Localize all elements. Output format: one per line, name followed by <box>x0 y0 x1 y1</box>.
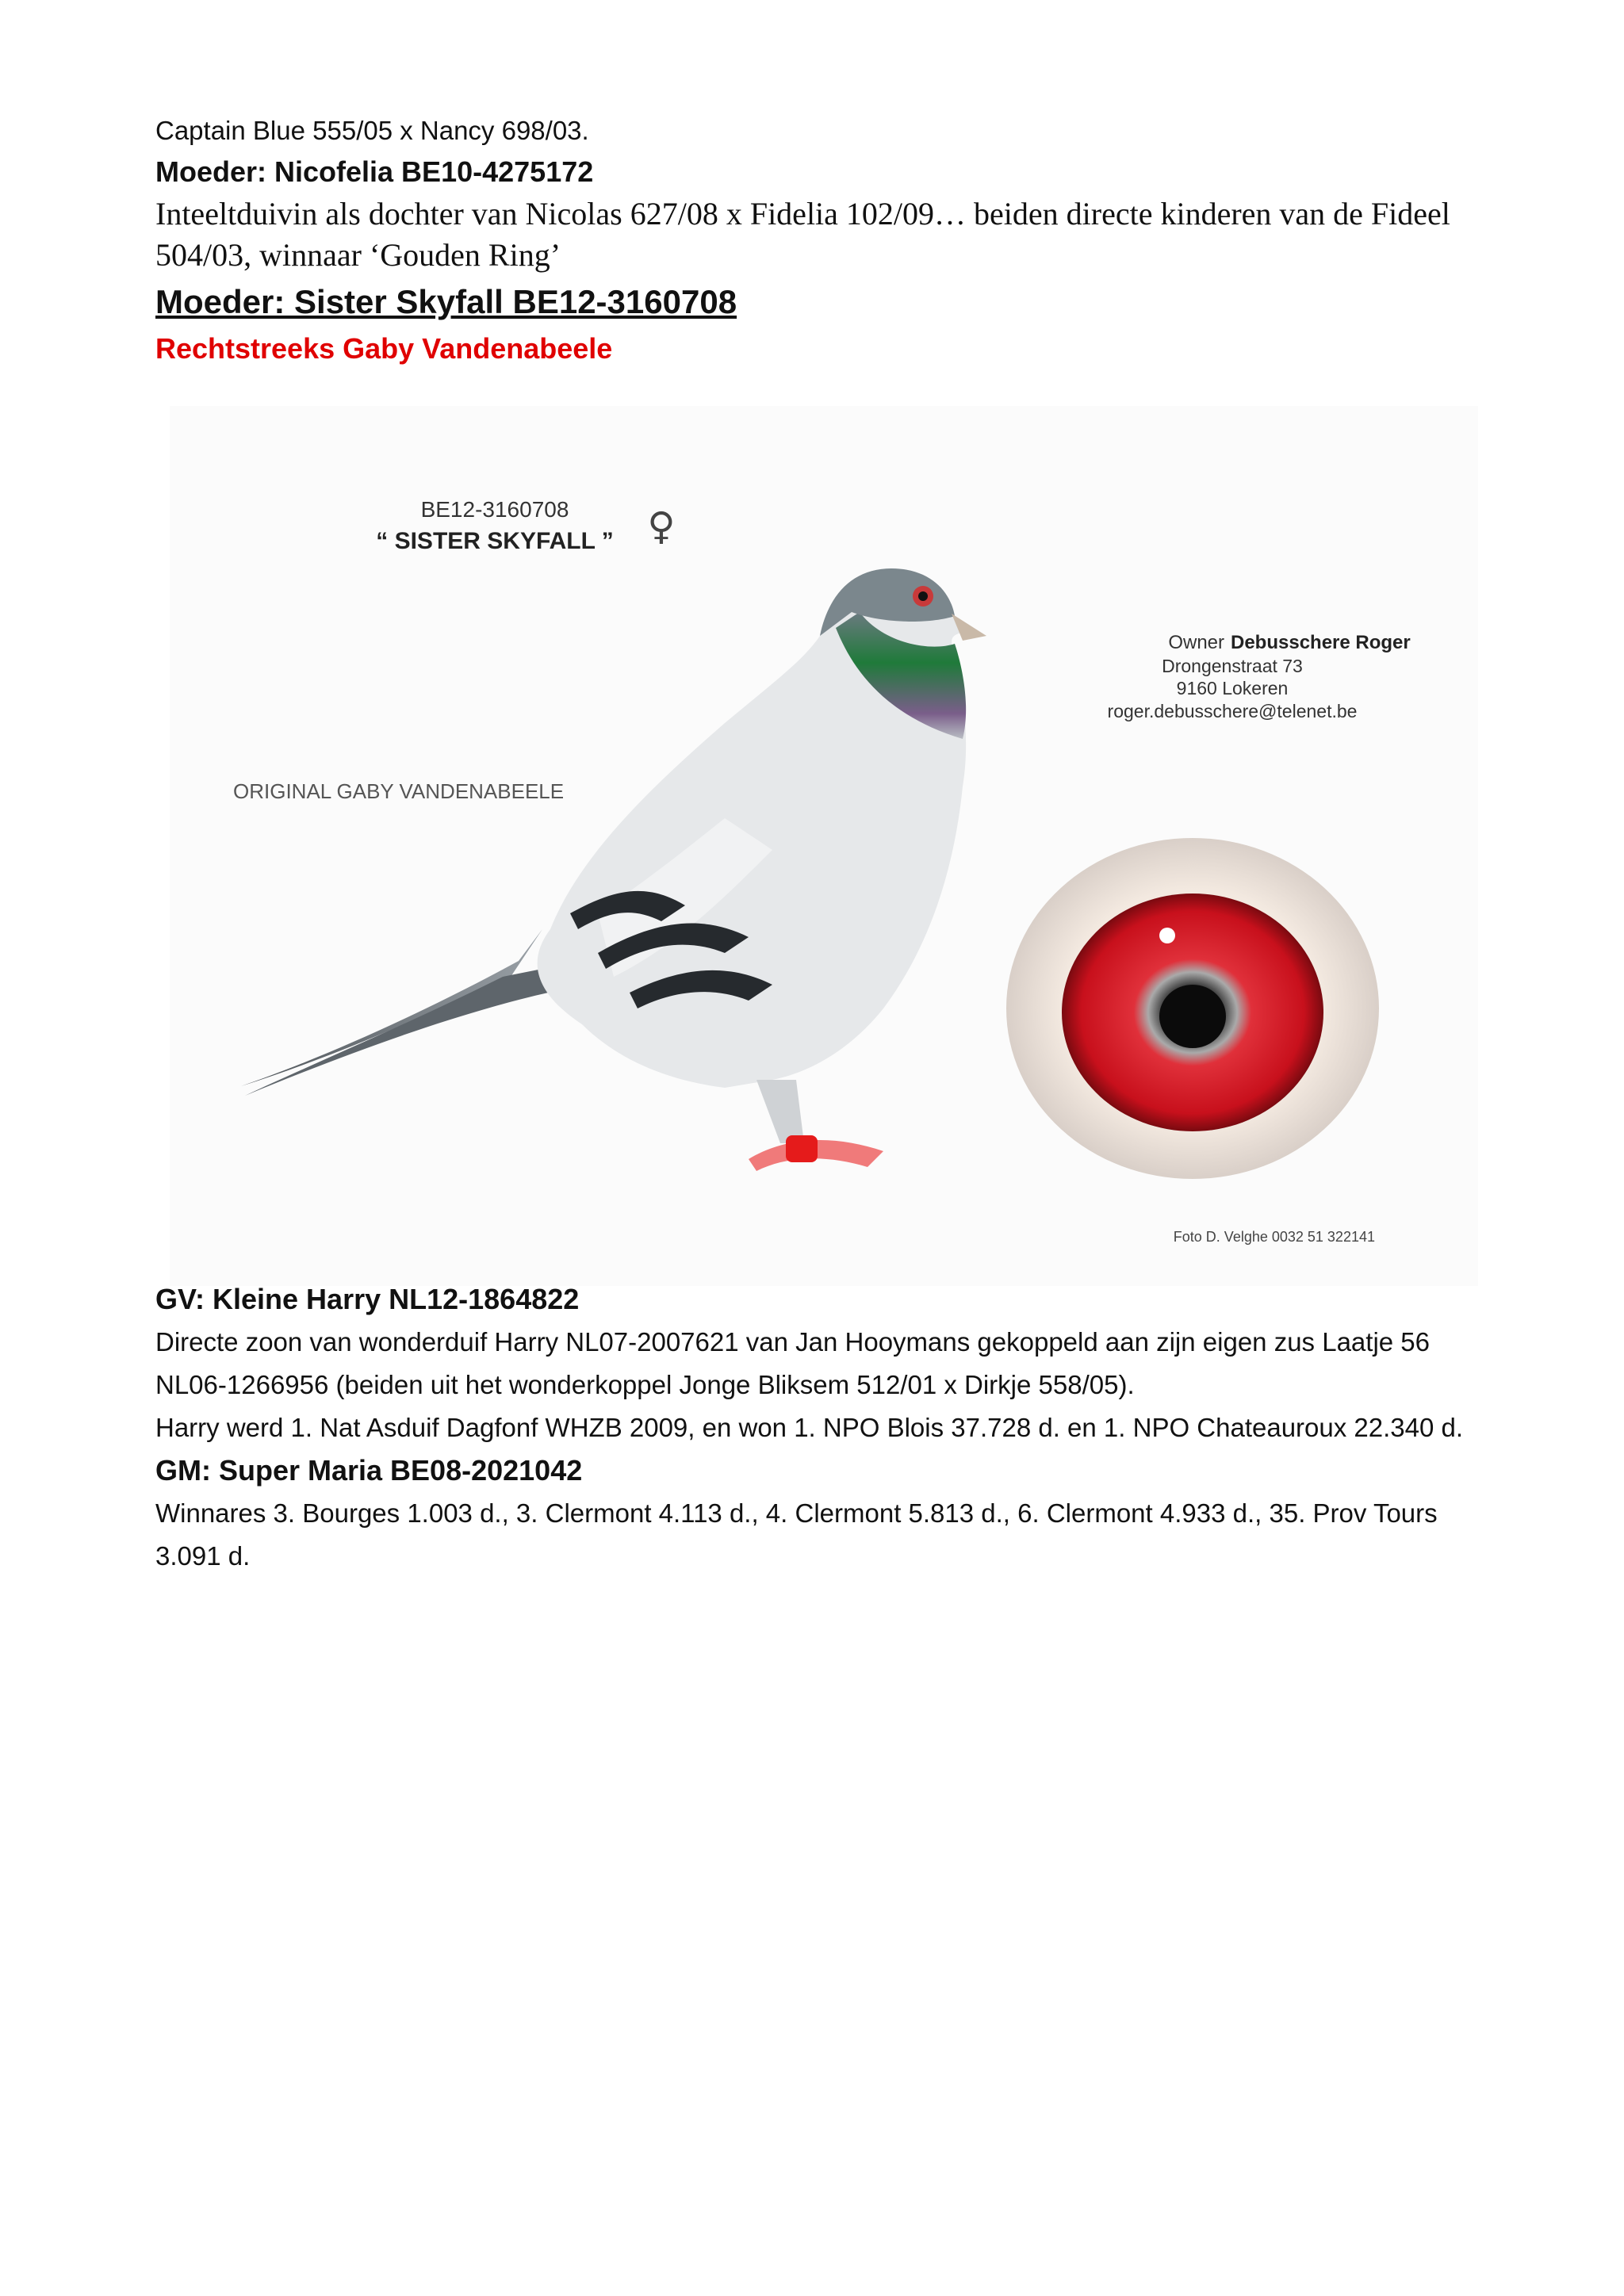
photo-email: roger.debusschere@telenet.be <box>1107 701 1358 721</box>
photo-ring: BE12-3160708 <box>420 497 569 522</box>
photo-name: “ SISTER SKYFALL ” <box>376 528 614 554</box>
moeder-skyfall-heading: Moeder: Sister Skyfall BE12-3160708 <box>155 283 737 320</box>
gv-heading: GV: Kleine Harry NL12-1864822 <box>155 1283 580 1315</box>
gm-heading: GM: Super Maria BE08-2021042 <box>155 1454 583 1487</box>
photo-credit: Foto D. Velghe 0032 51 322141 <box>1173 1229 1375 1245</box>
photo-owner-name: Debusschere Roger <box>1231 632 1411 653</box>
photo-street: Drongenstraat 73 <box>1162 656 1303 676</box>
moeder-nicofelia-heading: Moeder: Nicofelia BE10-4275172 <box>155 155 594 188</box>
document-bottom <box>155 1278 1472 1578</box>
female-symbol-icon: ♀ <box>647 504 676 549</box>
moeder-nicofelia-text: Inteeltduivin als dochter van Nicolas 627/08 x Fidelia 102/09… beiden directe kinderen van de Fideel 504/03, winnaar ‘Gouden Ring’ <box>155 196 1450 273</box>
photo-city: 9160 Lokeren <box>1176 678 1289 698</box>
moeder-skyfall-subheading: Rechtstreeks Gaby Vandenabeele <box>155 332 613 365</box>
pigeon-illustration <box>241 568 986 1171</box>
gv-text-2: Harry werd 1. Nat Asduif Dagfonf WHZB 2009, en won 1. NPO Blois 37.728 d. en 1. NPO Chateauroux 22.340 d. <box>155 1413 1464 1442</box>
gv-text-1: Directe zoon van wonderduif Harry NL07-2007621 van Jan Hooymans gekoppeld aan zijn eigen zus Laatje 56 NL06-1266956 (beiden uit het wonderkoppel Jonge Bliksem 512/01 x Dirkje 558/05). <box>155 1327 1431 1399</box>
document-top <box>155 111 1472 369</box>
gm-text: Winnares 3. Bourges 1.003 d., 3. Clermont 4.113 d., 4. Clermont 5.813 d., 6. Clermont 4.933 d., 35. Prov Tours 3.091 d. <box>155 1498 1438 1571</box>
photo-original: ORIGINAL GABY VANDENABEELE <box>233 779 565 803</box>
photo-owner-label: Owner <box>1168 632 1224 653</box>
eye-closeup <box>1006 838 1379 1179</box>
intro-line: Captain Blue 555/05 x Nancy 698/03. <box>155 116 589 145</box>
pigeon-photo <box>170 406 1478 1286</box>
